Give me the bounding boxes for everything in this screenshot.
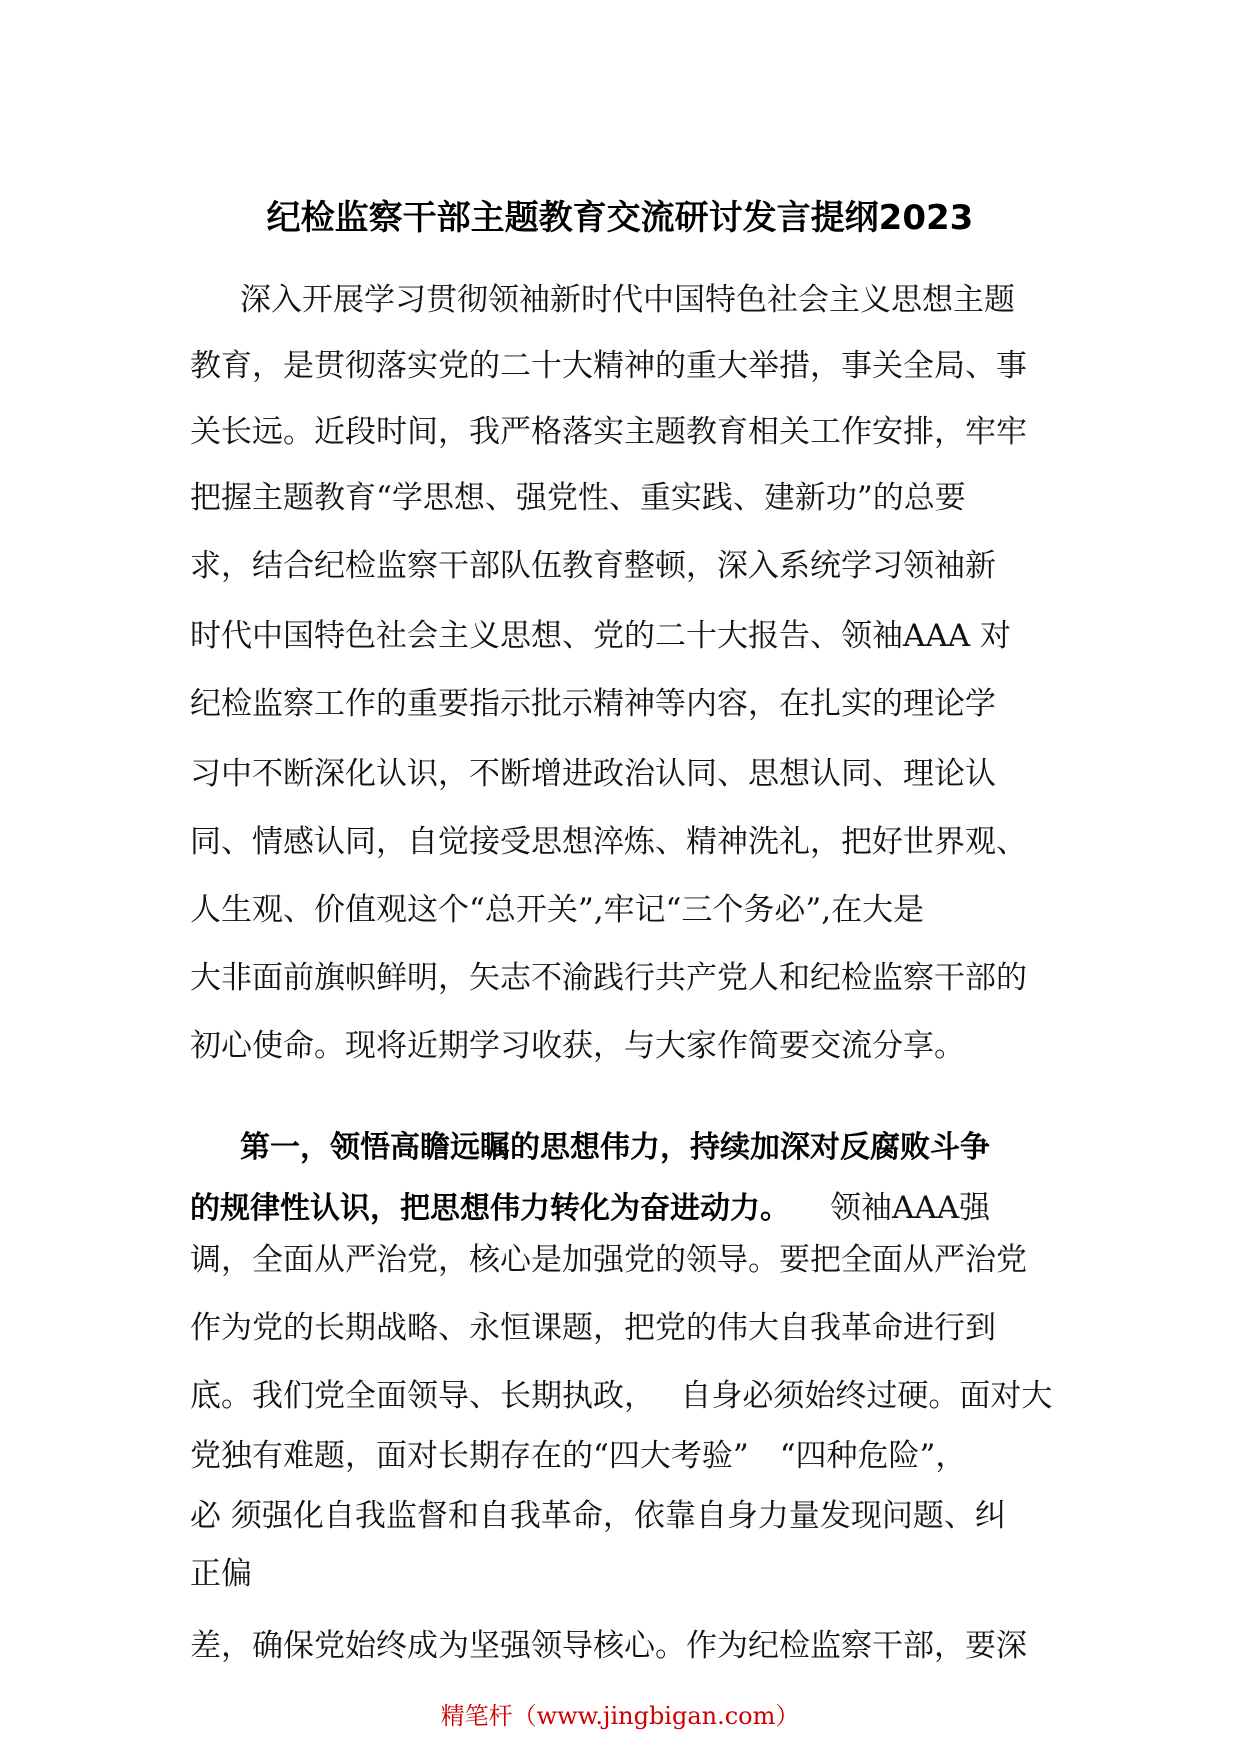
paragraph-line: 求，结合纪检监察干部队伍教育整顿，深入系统学习领袖新	[190, 548, 996, 584]
paragraph-line: 教育，是贯彻落实党的二十大精神的重大举措，事关全局、事	[190, 348, 1027, 384]
paragraph-line: 调，全面从严治党，核心是加强党的领导。要把全面从严治党	[190, 1242, 1027, 1278]
paragraph-line: 深入开展学习贯彻领袖新时代中国特色社会主义思想主题	[240, 282, 1015, 318]
paragraph-line: 同、情感认同，自觉接受思想淬炼、精神洗礼，把好世界观、	[190, 824, 1027, 860]
paragraph-line: 必 须强化自我监督和自我革命，依靠自身力量发现问题、纠	[190, 1498, 1006, 1534]
paragraph-line: 习中不断深化认识，不断增进政治认同、思想认同、理论认	[190, 756, 996, 792]
paragraph-line: 底。我们党全面领导、长期执政， 自身必须始终过硬。面对大	[190, 1378, 1053, 1414]
section-heading-line-2	[190, 1188, 990, 1229]
document-title: 纪检监察干部主题教育交流研讨发言提纲2023	[266, 198, 974, 238]
paragraph-line: 党独有难题，面对长期存在的“四大考验” “四种危险”，	[190, 1438, 967, 1474]
footer-watermark: 精笔杆（www.jingbigan.com）	[440, 1702, 800, 1730]
paragraph-line: 差，确保党始终成为坚强领导核心。作为纪检监察干部，要深	[190, 1628, 1027, 1664]
paragraph-line: 把握主题教育“学思想、强党性、重实践、建新功”的总要	[190, 480, 966, 516]
paragraph-line: 纪检监察工作的重要指示批示精神等内容，在扎实的理论学	[190, 686, 996, 722]
paragraph-line: 关长远。近段时间，我严格落实主题教育相关工作安排，牢牢	[190, 414, 1027, 450]
section-heading-line: 第一，领悟高瞻远瞩的思想伟力，持续加深对反腐败斗争	[240, 1130, 990, 1165]
paragraph-line: 大非面前旗帜鲜明，矢志不渝践行共产党人和纪检监察干部的	[190, 960, 1027, 996]
paragraph-line: 初心使命。现将近期学习收获，与大家作简要交流分享。	[190, 1028, 965, 1064]
section-heading-text: 的规律性认识，把思想伟力转化为奋进动力。	[190, 1191, 790, 1226]
section-heading-tail: 领袖AAA强	[830, 1190, 991, 1226]
paragraph-line: 正偏	[190, 1556, 252, 1592]
paragraph-line: 时代中国特色社会主义思想、党的二十大报告、领袖AAA 对	[190, 618, 1012, 654]
paragraph-line: 人生观、价值观这个“总开关”,牢记“三个务必”,在大是	[190, 892, 925, 928]
paragraph-line: 作为党的长期战略、永恒课题，把党的伟大自我革命进行到	[190, 1310, 996, 1346]
